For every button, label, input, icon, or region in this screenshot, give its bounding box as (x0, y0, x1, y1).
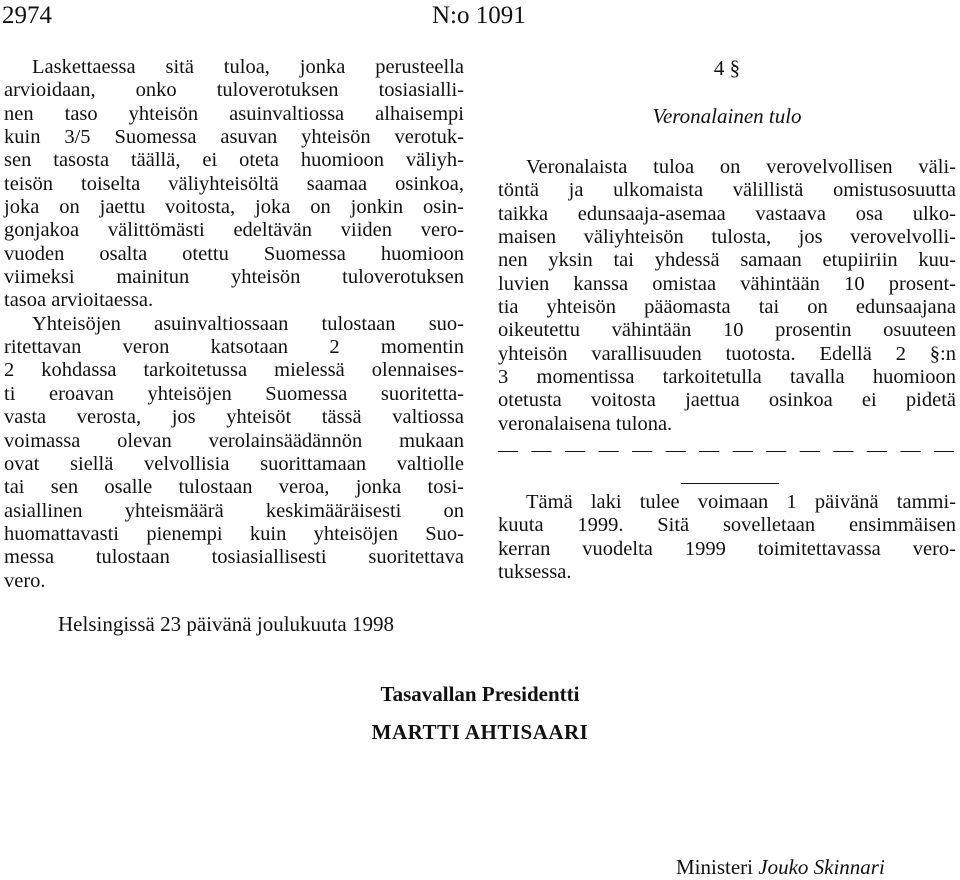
text-line: Veronalaista tuloa on verovelvollisen väli- (526, 156, 956, 178)
text-line: Tämä laki tulee voimaan 1 päivänä tammi- (526, 491, 956, 513)
text-line: messa tulostaan tosiasiallisesti suoritettava (4, 546, 464, 569)
text-line: 3 momentissa tarkoitetulla tavalla huomioon (498, 366, 956, 389)
text-line: taikka edunsaaja-asemaa vastaava osa ulko- (498, 202, 956, 225)
president-title: Tasavallan Presidentti (380, 682, 580, 706)
place-date: Helsingissä 23 päivänä joulukuuta 1998 (58, 612, 394, 636)
text-line: nen taso yhteisön asuinvaltiossa alhaisempi (4, 102, 464, 125)
text-line: luvien kanssa omistaa vähintään 10 prosent- (498, 272, 956, 295)
text-line: otetusta voitosta jaettua osinkoa ei pidetä (498, 389, 956, 412)
section-number: 4 § (713, 56, 741, 80)
text-line: tuksessa. (498, 561, 572, 584)
separator-rule (681, 483, 779, 484)
text-line: veronalaisena tulona. (498, 412, 673, 435)
omission-dashes: — — — — — — — — — — — — — — (498, 439, 956, 461)
text-line: nen yksin tai yhdessä samaan etupiiriin kuu- (498, 249, 956, 272)
president-name: MARTTI AHTISAARI (371, 720, 589, 744)
text-line: tai sen osalle tulostaan veroa, jonka tosi- (4, 476, 464, 499)
left-column (4, 56, 464, 593)
page-number: 2974 (2, 2, 52, 29)
text-line: ritettavan veron katsotaan 2 momentin (4, 336, 464, 359)
text-line: gonjakoa välittömästi edeltävän viiden vero- (4, 219, 464, 242)
text-line: asiallinen yhteismäärä keskimääräisesti on (4, 499, 464, 522)
text-line: yhteisön varallisuuden tuotosta. Edellä 2 §:n (498, 342, 956, 365)
text-line: sen tasosta täällä, ei oteta huomioon väliyh- (4, 149, 464, 172)
section-title: Veronalainen tulo (652, 104, 802, 128)
text-line: teisön toiselta väliyhteisöltä saamaa osinkoa, (4, 172, 464, 195)
text-line: kuin 3/5 Suomessa asuvan yhteisön verotuk- (4, 126, 464, 149)
text-line: vasta verosta, jos yhteisöt tässä valtiossa (4, 406, 464, 429)
text-line: 2 kohdassa tarkoitetussa mielessä olennaises- (4, 359, 464, 382)
text-line: Laskettaessa sitä tuloa, jonka perusteella (32, 56, 464, 78)
text-line: voimassa olevan verolainsäädännön mukaan (4, 429, 464, 452)
text-line: vuoden osalta otettu Suomessa huomioon (4, 242, 464, 265)
text-line: tia yhteisön pääomasta tai on edunsaajana (498, 296, 956, 319)
document-number: N:o 1091 (432, 2, 526, 29)
text-line: maisen väliyhteisön tulosta, jos verovelvolli- (498, 226, 956, 249)
text-line: arvioidaan, onko tuloverotuksen tosiasialli- (4, 79, 464, 102)
text-line: oikeutettu vähintään 10 prosentin osuuteen (498, 319, 956, 342)
minister-signature (676, 855, 885, 880)
page-header (0, 0, 960, 32)
text-line: viimeksi mainitun yhteisön tuloverotuksen (4, 266, 464, 289)
text-line: vero. (4, 569, 46, 592)
text-line: kerran vuodelta 1999 toimitettavassa vero- (498, 537, 956, 560)
text-line: ovat siellä velvollisia suorittamaan valtiolle (4, 452, 464, 475)
section-body (498, 156, 956, 436)
text-line: huomattavasti pienempi kuin yhteisöjen Suo- (4, 522, 464, 545)
minister-name: Jouko Skinnari (758, 855, 885, 879)
minister-label: Ministeri (676, 855, 753, 879)
text-line: töntä ja ulkomaista välillistä omistusosuutta (498, 179, 956, 202)
text-line: Yhteisöjen asuinvaltiossaan tulostaan suo- (32, 312, 464, 335)
text-line: kuuta 1999. Sitä sovelletaan ensimmäisen (498, 514, 956, 537)
text-line: ti eroavan yhteisöjen Suomessa suoritetta- (4, 382, 464, 405)
text-line: joka on jaettu voitosta, joka on jonkin osin- (4, 196, 464, 219)
text-line: tasoa arvioitaessa. (4, 289, 154, 312)
entry-into-force (498, 491, 956, 584)
